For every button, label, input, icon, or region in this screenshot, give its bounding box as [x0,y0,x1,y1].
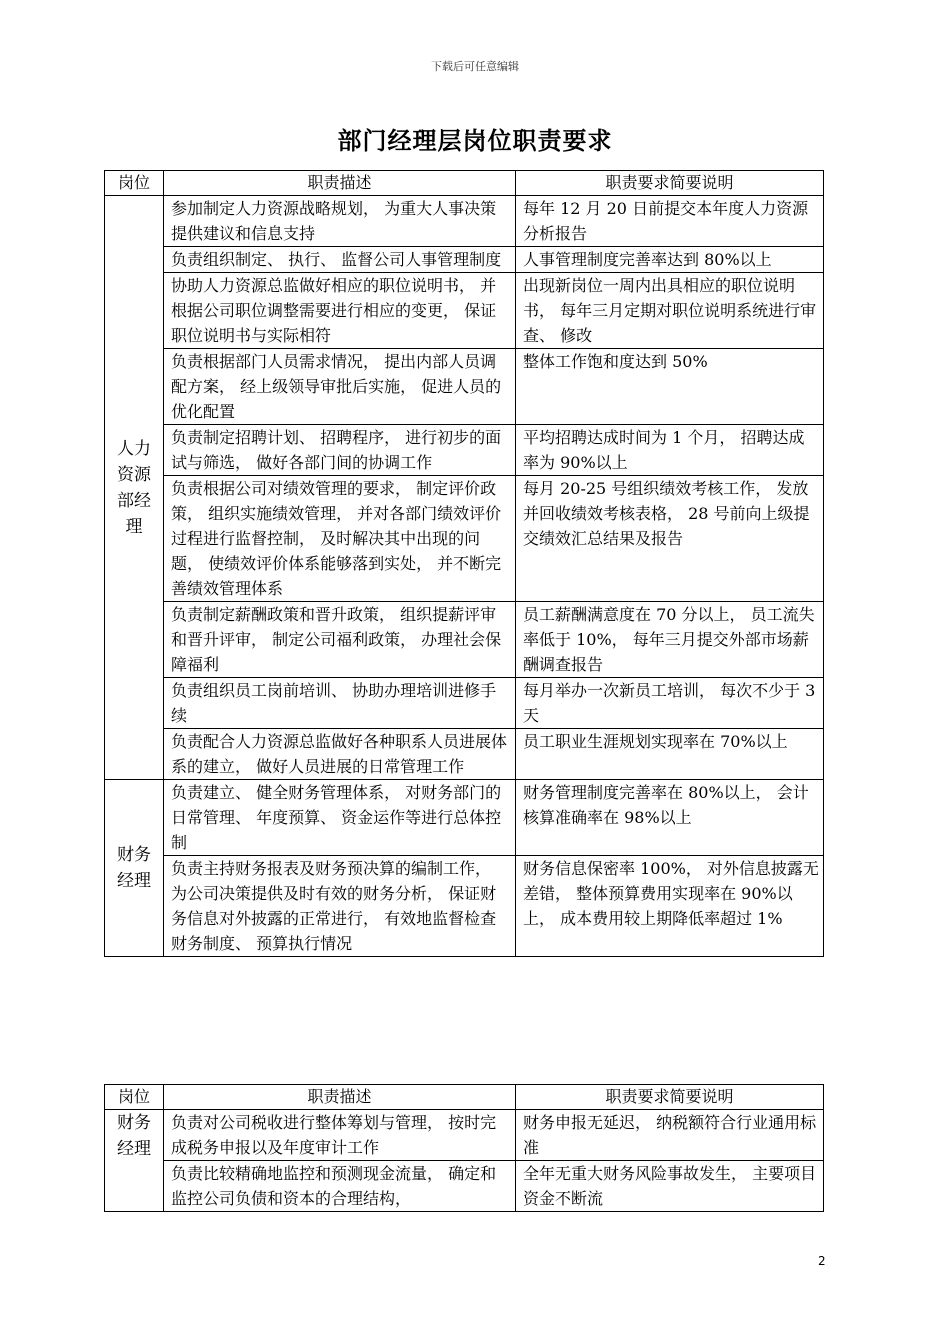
duty-table-1 [104,170,824,957]
requirement-cell: 全年无重大财务风险事故发生， 主要项目资金不断流 [516,1161,824,1212]
requirement-cell: 出现新岗位一周内出具相应的职位说明书， 每年三月定期对职位说明系统进行审查、 修改 [516,273,824,349]
duty-cell: 负责配合人力资源总监做好各种职系人员进展体系的建立， 做好人员进展的日常管理工作 [164,729,516,780]
post-cell-finance-manager: 财务经理 [105,1110,164,1212]
page-header-note: 下载后可任意编辑 [431,60,519,73]
duty-cell: 负责根据公司对绩效管理的要求， 制定评价政策， 组织实施绩效管理， 并对各部门绩效评价过程进行监督控制， 及时解决其中出现的问题， 使绩效评价体系能够落到实处， 并不断完善绩效管理体系 [164,476,516,602]
requirement-cell: 财务管理制度完善率在 80%以上， 会计核算准确率在 98%以上 [516,780,824,856]
requirement-cell: 平均招聘达成时间为 1 个月， 招聘达成率为 90%以上 [516,425,824,476]
table-row [105,1110,824,1161]
header-duty: 职责描述 [164,1085,516,1110]
header-duty: 职责描述 [164,171,516,196]
table-header-row [105,171,824,196]
header-requirement: 职责要求简要说明 [516,1085,824,1110]
duty-table-2 [104,1084,824,1212]
table-row [105,247,824,273]
header-post: 岗位 [105,1085,164,1110]
post-cell-finance-manager: 财务经理 [105,780,164,957]
requirement-cell: 员工职业生涯规划实现率在 70%以上 [516,729,824,780]
table-row [105,602,824,678]
duty-cell: 参加制定人力资源战略规划， 为重大人事决策提供建议和信息支持 [164,196,516,247]
duty-cell: 负责比较精确地监控和预测现金流量， 确定和监控公司负债和资本的合理结构， [164,1161,516,1212]
page-title: 部门经理层岗位职责要求 [337,127,613,155]
table-row [105,476,824,602]
requirement-cell: 财务信息保密率 100%， 对外信息披露无差错， 整体预算费用实现率在 90%以上， 成本费用较上期降低率超过 1% [516,856,824,957]
table-row [105,729,824,780]
duty-cell: 负责主持财务报表及财务预决算的编制工作， 为公司决策提供及时有效的财务分析， 保证财务信息对外披露的正常进行， 有效地监督检查财务制度、 预算执行情况 [164,856,516,957]
table-row [105,678,824,729]
header-requirement: 职责要求简要说明 [516,171,824,196]
requirement-cell: 员工薪酬满意度在 70 分以上， 员工流失率低于 10%， 每年三月提交外部市场薪酬调查报告 [516,602,824,678]
requirement-cell: 人事管理制度完善率达到 80%以上 [516,247,824,273]
post-cell-hr-manager: 人力资源部经理 [105,196,164,780]
requirement-cell: 财务申报无延迟， 纳税额符合行业通用标准 [516,1110,824,1161]
table-row [105,273,824,349]
table-row [105,349,824,425]
requirement-cell: 每月举办一次新员工培训， 每次不少于 3 天 [516,678,824,729]
duty-cell: 负责组织制定、 执行、 监督公司人事管理制度 [164,247,516,273]
header-post: 岗位 [105,171,164,196]
duty-cell: 负责组织员工岗前培训、 协助办理培训进修手续 [164,678,516,729]
table-row [105,196,824,247]
table-row [105,780,824,856]
duty-cell: 负责制定招聘计划、 招聘程序， 进行初步的面试与筛选， 做好各部门间的协调工作 [164,425,516,476]
requirement-cell: 每年 12 月 20 日前提交本年度人力资源分析报告 [516,196,824,247]
requirement-cell: 每月 20-25 号组织绩效考核工作， 发放并回收绩效考核表格， 28 号前向上级提交绩效汇总结果及报告 [516,476,824,602]
duty-cell: 负责建立、 健全财务管理体系， 对财务部门的日常管理、 年度预算、 资金运作等进行总体控制 [164,780,516,856]
duty-cell: 负责根据部门人员需求情况， 提出内部人员调配方案， 经上级领导审批后实施， 促进人员的优化配置 [164,349,516,425]
page-number: 2 [818,1254,826,1268]
table-header-row [105,1085,824,1110]
table-row [105,1161,824,1212]
table-row [105,425,824,476]
duty-cell: 负责制定薪酬政策和晋升政策， 组织提薪评审和晋升评审， 制定公司福利政策， 办理社会保障福利 [164,602,516,678]
duty-cell: 负责对公司税收进行整体筹划与管理， 按时完成税务申报以及年度审计工作 [164,1110,516,1161]
requirement-cell: 整体工作饱和度达到 50% [516,349,824,425]
duty-cell: 协助人力资源总监做好相应的职位说明书， 并根据公司职位调整需要进行相应的变更， 保证职位说明书与实际相符 [164,273,516,349]
table-row [105,856,824,957]
